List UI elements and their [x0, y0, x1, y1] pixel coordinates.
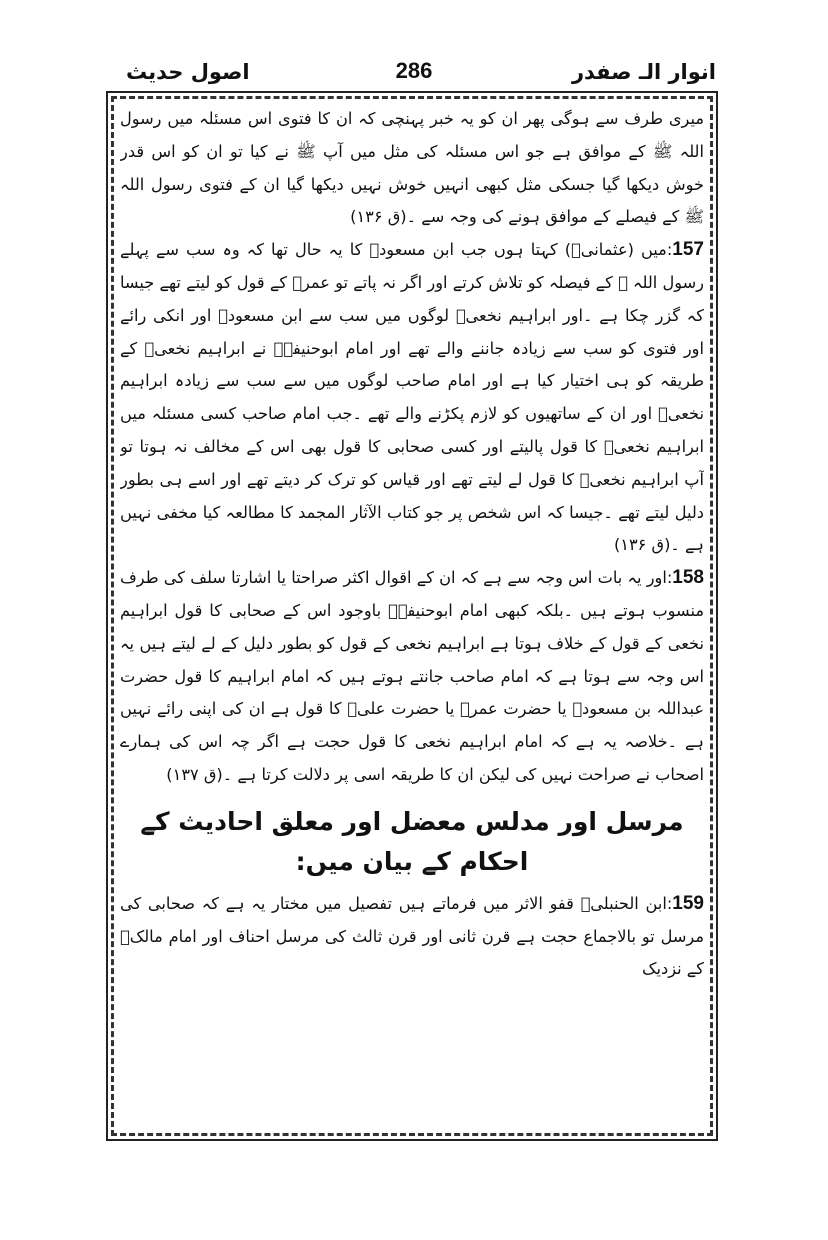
section-title: اصول حدیث — [126, 60, 250, 84]
paragraph-159-text: :ابن الحنبلیؒ قفو الاثر میں فرماتے ہیں تفصیل میں مختار یہ ہے کہ صحابی کی مرسل تو بالاجماع حجت ہے قرن ثانی اور قرن ثالث کی مرسل احناف اور امام مالکؒ کے نزدیک — [120, 893, 704, 979]
page-header — [112, 58, 716, 92]
page-border-frame — [106, 91, 718, 1141]
page-number: 286 — [395, 58, 433, 83]
section-heading: مرسل اور مدلس معضل اور معلق احادیث کے احکام کے بیان میں: — [140, 806, 684, 876]
paragraph-number-157: 157 — [672, 239, 704, 261]
page-body — [120, 103, 704, 1129]
paragraph-intro: میری طرف سے ہوگی پھر ان کو یہ خبر پہنچی کہ ان کا فتوی اس مسئلہ میں رسول اللہ ﷺ کے موافق ہے جو اس مسئلہ کی مثل میں آپ ﷺ نے کیا تو ان کو اس قدر خوش دیکھا گیا جسکی مثل کبھی انہیں خوش نہیں دیکھا گیا ان کے فتوی رسول اللہ ﷺ کے فیصلے کے موافق ہونے کی وجہ سے ۔(ق ۱۳۶) — [120, 109, 704, 227]
paragraph-158 — [120, 562, 704, 792]
book-title: انوار الـ صفدر — [571, 60, 716, 84]
paragraph-number-158: 158 — [672, 567, 704, 589]
paragraph-158-text: :اور یہ بات اس وجہ سے ہے کہ ان کے اقوال اکثر صراحتا یا اشارتا سلف کی طرف منسوب ہوتے ہیں ۔بلکہ کبھی امام ابوحنیفہؒ باوجود اس کے صحابی کا قول ابراہیم نخعی کے قول کے خلاف ہوتا ہے ابراہیم نخعی کے قول کو بطور دلیل کے لے لیتے ہیں یہ اس وجہ سے ہوتا ہے کہ امام صاحب جانتے ہوتے ہیں کہ امام ابراہیم کا قول حضرت عبداللہ بن مسعودؓ یا حضرت عمرؓ یا حضرت علیؓ کا قول ہے ان کی اپنی رائے نہیں ہے ۔خلاصہ یہ ہے کہ امام ابراہیم نخعی کا قول حجت ہے اگر چہ اس کی ہمارے اصحاب نے صراحت نہیں کی لیکن ان کا طریقہ اسی پر دلالت کرتا ہے ۔(ق ۱۳۷) — [120, 568, 704, 784]
paragraph-157-text: :میں (عثمانیؒ) کہتا ہوں جب ابن مسعودؓ کا یہ حال تھا کہ وہ سب سے پہلے رسول اللہ ﷺ کے فیصلہ کو تلاش کرتے اور اگر نہ پاتے تو عمرؓ کے قول کو لیتے تھے جیسا کہ گزر چکا ہے ۔اور ابراہیم نخعیؒ لوگوں میں سب سے ابن مسعودؓ اور انکی رائے اور فتوی کو سب سے زیادہ جاننے والے تھے اور امام ابوحنیفہؒ نے ابراہیم نخعیؒ کے طریقہ کو ہی اختیار کیا ہے اور امام صاحب لوگوں میں سے سب سے زیادہ ابراہیم نخعیؒ اور ان کے ساتھیوں کو لازم پکڑنے والے تھے ۔جب امام صاحب کسی مسئلہ میں ابراہیم نخعیؒ کا قول پالیتے اور کسی صحابی کا قول بھی اس کے مخالف نہ ہوتا تو آپ ابراہیم نخعیؒ کا قول لے لیتے تھے اور قیاس کو ترک کر دیتے تھے اور اسے ہی بطور دلیل لیتے تھے ۔جیسا کہ اس شخص پر جو کتاب الآثار المجمد کا مطالعہ کیا مخفی نہیں ہے ۔(ق ۱۳۶) — [120, 240, 704, 555]
paragraph-number-159: 159 — [672, 892, 704, 914]
paragraph-159 — [120, 888, 704, 986]
paragraph-157 — [120, 234, 704, 562]
